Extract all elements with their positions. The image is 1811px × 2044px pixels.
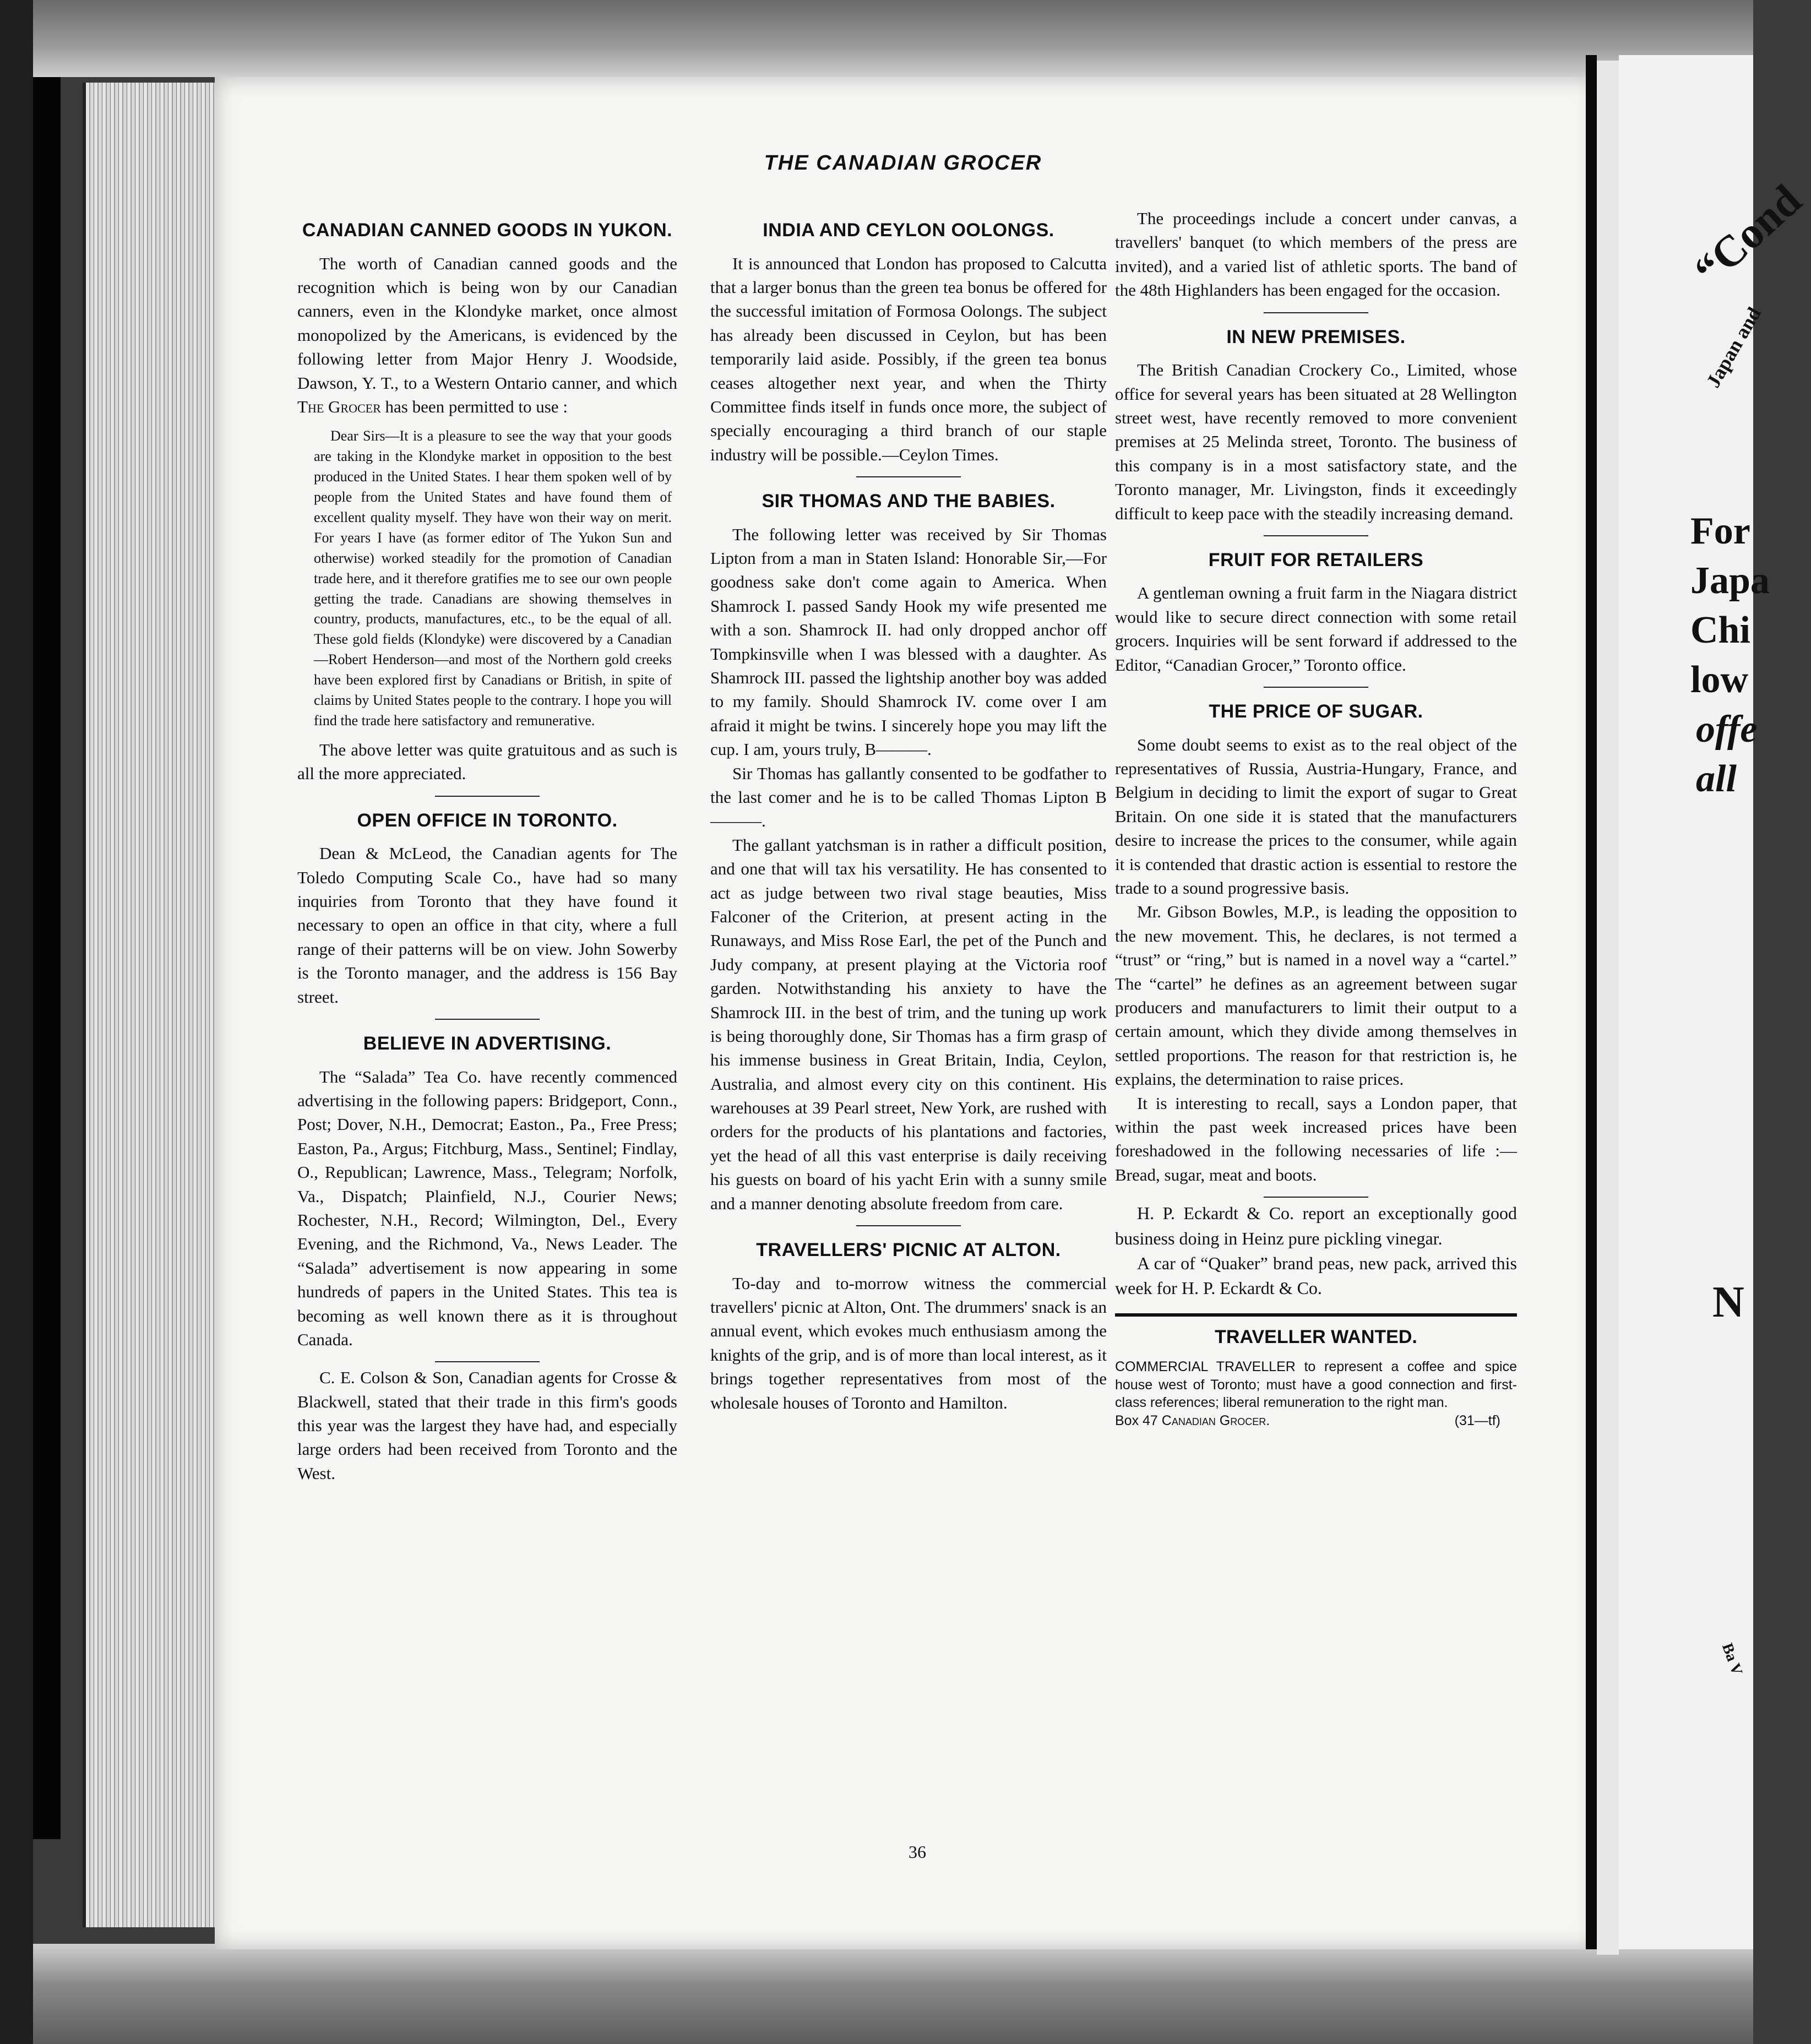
classified-box-number: Box 47 bbox=[1115, 1412, 1162, 1428]
headline-canned-goods: CANADIAN CANNED GOODS IN YUKON. bbox=[302, 220, 673, 241]
facing-page-offe-text: offe bbox=[1696, 708, 1758, 751]
facing-page-chi-text: Chi bbox=[1690, 609, 1750, 651]
facing-page-japan-text: Japan and bbox=[1701, 303, 1766, 392]
book-binding bbox=[33, 77, 61, 1839]
sugar-body-2: Mr. Gibson Bowles, M.P., is leading the opposition to the new movement. This, he declares, is not termed a “trust” or “ring,” but is named in a novel way a “cartel.” The “cartel” he defines as an agreement between sugar producers and manufacturers to limit their output to a certain amount, which they divide among themselves in settled proportions. The reason for that restriction is, he explains, the determination to raise prices. bbox=[1115, 902, 1517, 1089]
babies-yatchsman: The gallant yatchsman is in rather a difficult position, and one that will tax his versatility. He has consented to act as judge between two rival stage beauties, Miss Falconer of the Criterion, at present acting in the Runaways, and Miss Rose Earl, the pet of the Punch and Judy company, at present playing at the Victoria roof garden. Notwithstanding his anxiety to have the Shamrock III. in the best of trim, and the tuning up work is being thoroughly done, Sir Thomas has a firm grasp of his immense business in Great Britain, India, Ceylon, Australia, and almost every city on this continent. His warehouses at 39 Pearl street, New York, are rushed with orders for the products of his plantations and factories, yet the head of all this vast enterprise is daily receiving his guests on board of his yacht Erin with a sunny smile and a manner denoting absolute freedom from care. bbox=[710, 835, 1107, 1213]
scan-top-border bbox=[0, 0, 1753, 77]
headline-babies: SIR THOMAS AND THE BABIES. bbox=[762, 491, 1056, 512]
divider-rule bbox=[435, 796, 540, 797]
divider-rule bbox=[1264, 312, 1368, 313]
picnic-proceedings: The proceedings include a concert under canvas, a travellers' banquet (to which members of the press are invited), and a varied list of athletic sports. The band of the 48th Highlanders has been engaged for the occasion. bbox=[1115, 209, 1517, 300]
canned-goods-intro bbox=[297, 252, 677, 419]
facing-page-all-text: all bbox=[1696, 758, 1737, 800]
column-1 bbox=[297, 206, 677, 1485]
sugar-body-1: Some doubt seems to exist as to the real object of the representatives of Russia, Austria-Hungary, France, and Belgium in deciding to limit the export of sugar to Great Britain. On one side it is stated that the manufacturers desire to increase the prices to the consumer, while again it is contended that drastic action is essential to restore the trade to a sound progressive basis. bbox=[1115, 735, 1517, 898]
open-office-body: Dean & McLeod, the Canadian agents for The Toledo Computing Scale Co., have had so many inquiries from Toronto that they have found it necessary to open an office in that city, where a full range of their patterns will be on view. John Sowerby is the Toronto manager, and the address is 156 Bay street. bbox=[297, 844, 677, 1007]
eckardt-peas-note: A car of “Quaker” brand peas, new pack, arrived this week for H. P. Eckardt & Co. bbox=[1115, 1253, 1517, 1298]
headline-sugar: THE PRICE OF SUGAR. bbox=[1209, 701, 1423, 722]
headline-open-office: OPEN OFFICE IN TORONTO. bbox=[357, 809, 618, 831]
headline-oolongs: INDIA AND CEYLON OOLONGS. bbox=[763, 220, 1054, 241]
fruit-body: A gentleman owning a fruit farm in the Niagara district would like to secure direct connection with some retail grocers. Inquiries will be sent forward if addressed to the Editor, “Canadian Grocer,” Toronto office. bbox=[1115, 583, 1517, 675]
facing-page-n-text: N bbox=[1712, 1278, 1744, 1327]
page-number: 36 bbox=[909, 1842, 926, 1862]
premises-body: The British Canadian Crockery Co., Limited, whose office for several years has been situated at 28 Wellington street west, have recently removed to more convenient premises at 25 Melinda street, Toronto. The business of this company is in a most satisfactory state, and the Toronto manager, Mr. Livingston, finds it exceedingly difficult to keep pace with the steadily increasing demand. bbox=[1115, 360, 1517, 523]
facing-page-for-text: For bbox=[1690, 510, 1750, 552]
babies-letter: The following letter was received by Sir Thomas Lipton from a man in Staten Island: Honorable Sir,—For goodness sake don't come again to America. When Shamrock I. passed Sandy Hook my wife presented me with a son. Shamrock II. had only dropped anchor off Tompkinsville when I was blessed with a daughter. As Shamrock III. passed the lightship another boy was added to my family. Should Shamrock IV. come over I am afraid it might be twins. I sincerely hope you may lift the cup. I am, yours truly, B———. bbox=[710, 524, 1107, 759]
woodside-letter bbox=[314, 426, 672, 731]
column-2 bbox=[710, 206, 1107, 1415]
eckardt-vinegar-note: H. P. Eckardt & Co. report an exceptionally good business doing in Heinz pure pickling vinegar. bbox=[1115, 1203, 1517, 1248]
classified-top-rule bbox=[1115, 1313, 1517, 1317]
canned-goods-intro-end: has been permitted to use : bbox=[380, 396, 568, 416]
masthead: THE CANADIAN GROCER bbox=[764, 151, 1042, 175]
woodside-letter-text: Dear Sirs—It is a pleasure to see the way that your goods are taking in the Klondyke market in opposition to the best produced in the United States. I hear them spoken well of by people from the United States and have found them of excellent quality myself. They have won their way on merit. For years I have (as former editor of The Yukon Sun and otherwise) worked steadily for the promotion of Canadian trade here, and it therefore gratifies me to see our own people getting the trade. Canadians are showing themselves in country, products, manufactures, etc., to be the equal of all. These gold fields (Klondyke) were discovered by a Canadian—Robert Henderson—and most of the Northern gold creeks have been explored first by Canadians or British, in spite of claims by United States people to the contrary. I hope you will find the trade here satisfactory and remunerative. bbox=[314, 428, 672, 729]
facing-page-ba-text: Ba V bbox=[1718, 1641, 1746, 1678]
picnic-body: To-day and to-morrow witness the commercial travellers' picnic at Alton, Ont. The drummers' snack is an annual event, which evokes much enthusiasm among the knights of the grip, and is of more than local interest, as it brings together representatives from most of the wholesale houses of Toronto and Hamilton. bbox=[710, 1273, 1107, 1412]
the-grocer-name: The Grocer bbox=[297, 396, 381, 416]
canned-goods-intro-text: The worth of Canadian canned goods and the recognition which is being won by our Canadian canners, even in the Klondyke market, once almost monopolized by the Americans, is evidenced by the following letter from Major Henry J. Woodside, Dawson, Y. T., to a Western Ontario canner, and which bbox=[297, 253, 677, 393]
scan-bottom-border bbox=[0, 1944, 1753, 2044]
column-3 bbox=[1115, 206, 1517, 1429]
page-edges bbox=[83, 83, 218, 1927]
classified-ad bbox=[1115, 1358, 1517, 1429]
divider-rule bbox=[856, 476, 961, 477]
headline-premises: IN NEW PREMISES. bbox=[1226, 326, 1406, 347]
divider-rule bbox=[1264, 535, 1368, 536]
colson-note: C. E. Colson & Son, Canadian agents for Crosse & Blackwell, stated that their trade in this firm's goods this year was the largest they have had, and especially large orders had been received from Toronto and the West. bbox=[297, 1368, 677, 1483]
headline-picnic: TRAVELLERS' PICNIC AT ALTON. bbox=[756, 1240, 1061, 1261]
classified-headline: TRAVELLER WANTED. bbox=[1215, 1326, 1417, 1347]
headline-advertising: BELIEVE IN ADVERTISING. bbox=[363, 1033, 612, 1054]
divider-rule bbox=[435, 1019, 540, 1020]
divider-rule bbox=[1264, 687, 1368, 688]
canned-goods-outro: The above letter was quite gratuitous and as such is all the more appreciated. bbox=[297, 740, 677, 784]
classified-code: (31—tf) bbox=[1454, 1412, 1500, 1428]
advertising-body: The “Salada” Tea Co. have recently commenced advertising in the following papers: Bridgeport, Conn., Post; Dover, N.H., Democrat; Easton., Pa., Free Press; Easton, Pa., Argus; Fitchburg, Mass., Sentinel; Findlay, O., Republican; Lawrence, Mass., Telegram; Norfolk, Va., Dispatch; Plainfield, N.J., Courier News; Rochester, N.H., Record; Wilmington, Del., Every Evening, and the Richmond, Va., News Leader. The “Salada” advertisement is now appearing in some hundreds of papers in the United States. This tea is becoming as well known there as it is throughout Canada. bbox=[297, 1067, 677, 1349]
scan-left-border bbox=[0, 0, 33, 2044]
book-spine bbox=[1586, 55, 1597, 1949]
facing-page-cond-text: “Cond bbox=[1685, 176, 1811, 296]
classified-footer bbox=[1115, 1412, 1517, 1430]
sugar-body-3: It is interesting to recall, says a London paper, that within the past week increased prices have been foreshadowed in the following necessaries of life :—Bread, sugar, meat and boots. bbox=[1115, 1093, 1517, 1184]
divider-rule bbox=[856, 1225, 961, 1226]
page-gutter bbox=[1597, 61, 1619, 1955]
headline-fruit: FRUIT FOR RETAILERS bbox=[1208, 549, 1424, 570]
oolongs-body: It is announced that London has proposed to Calcutta that a larger bonus than the green tea bonus be offered for the successful imitation of Formosa Oolongs. The subject has already been discussed in Ceylon, but has been temporarily laid aside. Possibly, if the green tea bonus ceases altogether next year, and when the Thirty Committee finds itself in funds once more, the subject of specially encouraging a third branch of our staple industry will be possible.—Ceylon Times. bbox=[710, 253, 1107, 464]
facing-page-low-text: low bbox=[1690, 659, 1748, 701]
facing-page-japa-text: Japa bbox=[1690, 559, 1770, 602]
babies-godfather: Sir Thomas has gallantly consented to be godfather to the last comer and he is to be called Thomas Lipton B———. bbox=[710, 763, 1107, 831]
classified-box bbox=[1115, 1412, 1270, 1430]
divider-rule bbox=[435, 1361, 540, 1362]
divider-rule bbox=[1264, 1197, 1368, 1198]
classified-box-paper: Canadian Grocer. bbox=[1161, 1412, 1270, 1428]
classified-body: COMMERCIAL TRAVELLER to represent a coffee and spice house west of Toronto; must have a good connection and first-class references; liberal remuneration to the right man. bbox=[1115, 1359, 1517, 1411]
